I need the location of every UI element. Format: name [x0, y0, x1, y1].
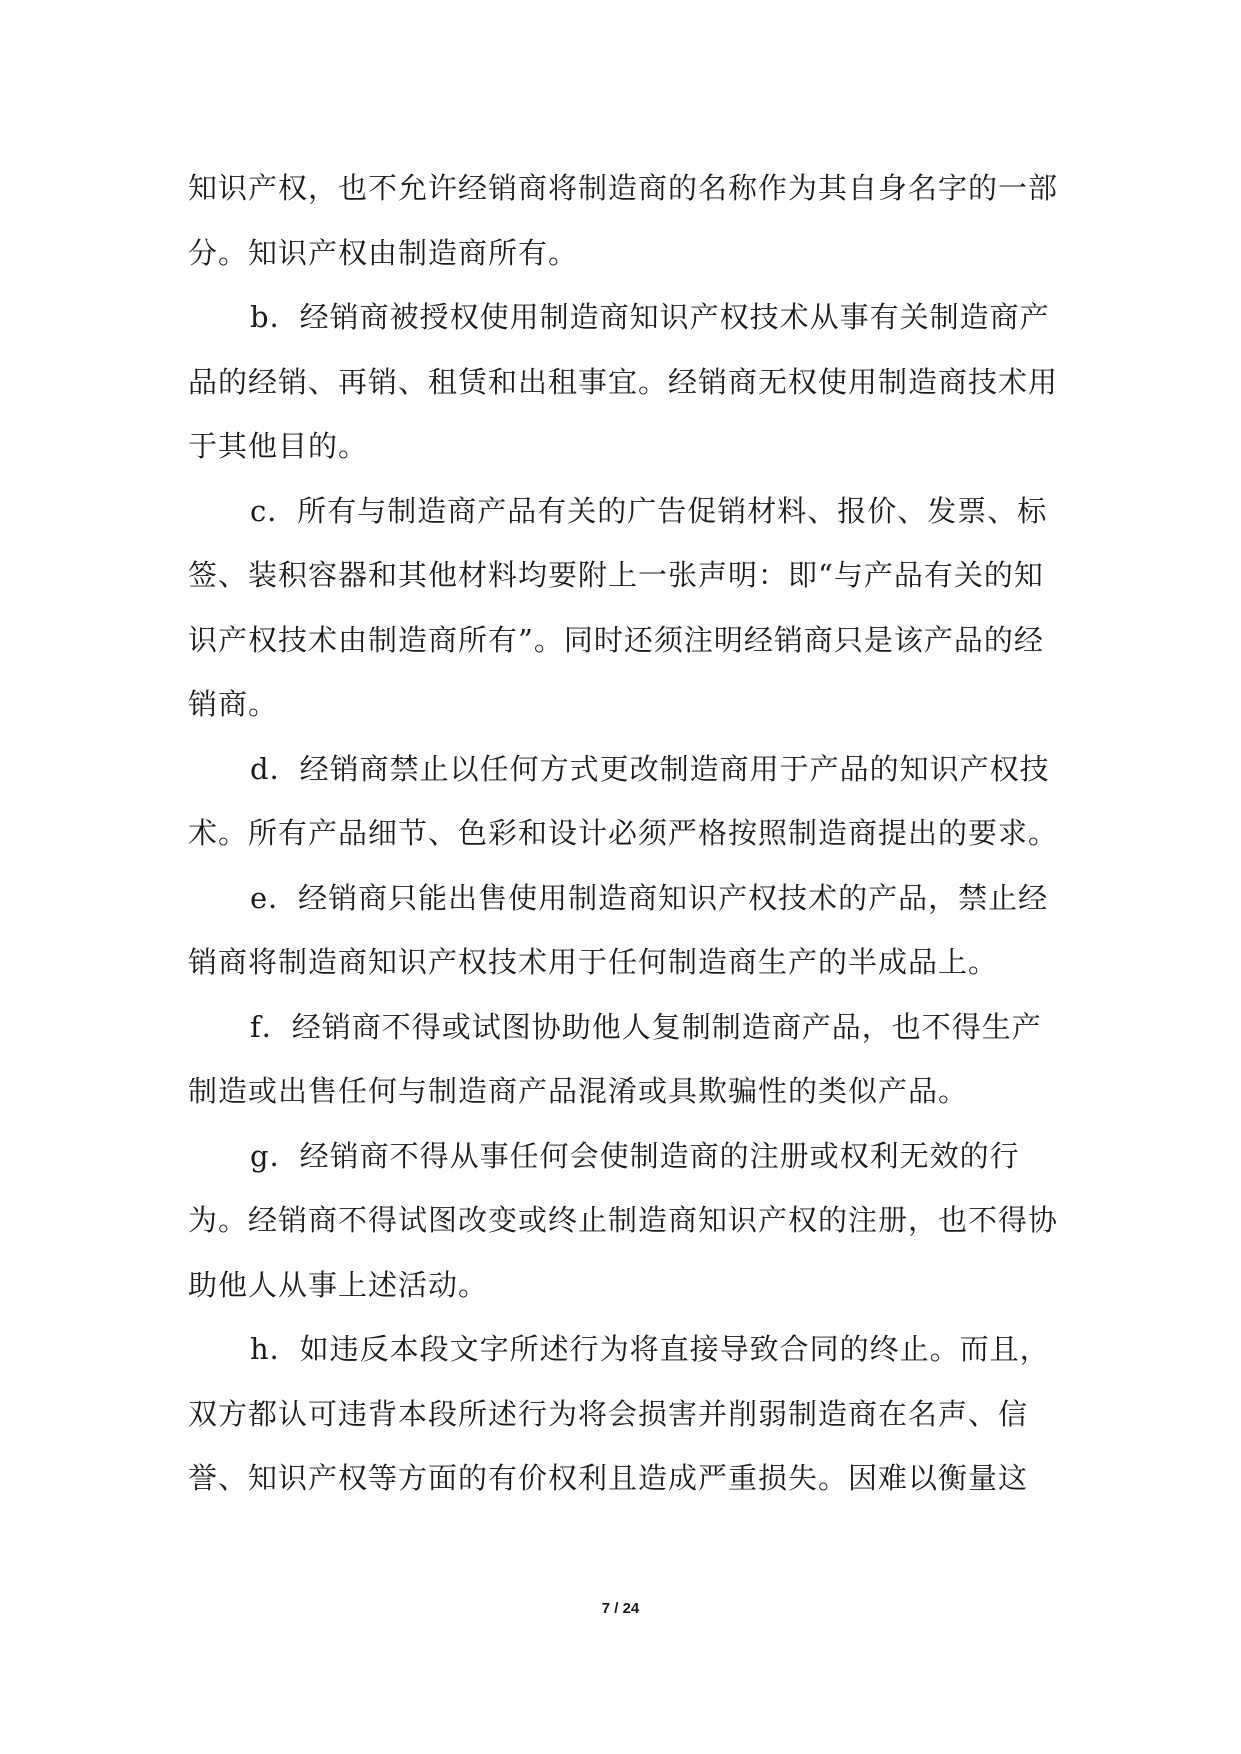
clause-g: g．经销商不得从事任何会使制造商的注册或权利无效的行为。经销商不得试图改变或终止制造商知识产权的注册，也不得协助他人从事上述活动。	[188, 1138, 1059, 1302]
clause-e: e．经销商只能出售使用制造商知识产权技术的产品，禁止经销商将制造商知识产权技术用于任何制造商生产的半成品上。	[188, 880, 1049, 979]
page-number: 7 / 24	[601, 1600, 640, 1617]
clause-f: f．经销商不得或试图协助他人复制制造商产品，也不得生产制造或出售任何与制造商产品混淆或具欺骗性的类似产品。	[188, 1009, 1042, 1108]
paragraph-continuation: 知识产权，也不允许经销商将制造商的名称作为其自身名字的一部分。知识产权由制造商所有。	[188, 171, 1059, 270]
document-body	[188, 156, 1068, 1511]
clause-d: d．经销商禁止以任何方式更改制造商用于产品的知识产权技术。所有产品细节、色彩和设计必须严格按照制造商提出的要求。	[188, 751, 1059, 850]
clause-b: b．经销商被授权使用制造商知识产权技术从事有关制造商产品的经销、再销、租赁和出租事宜。经销商无权使用制造商技术用于其他目的。	[188, 300, 1059, 463]
clause-h: h．如违反本段文字所述行为将直接导致合同的终止。而且，双方都认可违背本段所述行为将会损害并削弱制造商在名声、信誉、知识产权等方面的有价权利且造成严重损失。因难以衡量这	[188, 1332, 1050, 1495]
clause-c: c．所有与制造商产品有关的广告促销材料、报价、发票、标签、装积容器和其他材料均要附上一张声明：即“与产品有关的知识产权技术由制造商所有”。同时还须注明经销商只是该产品的经销商。	[188, 493, 1048, 721]
